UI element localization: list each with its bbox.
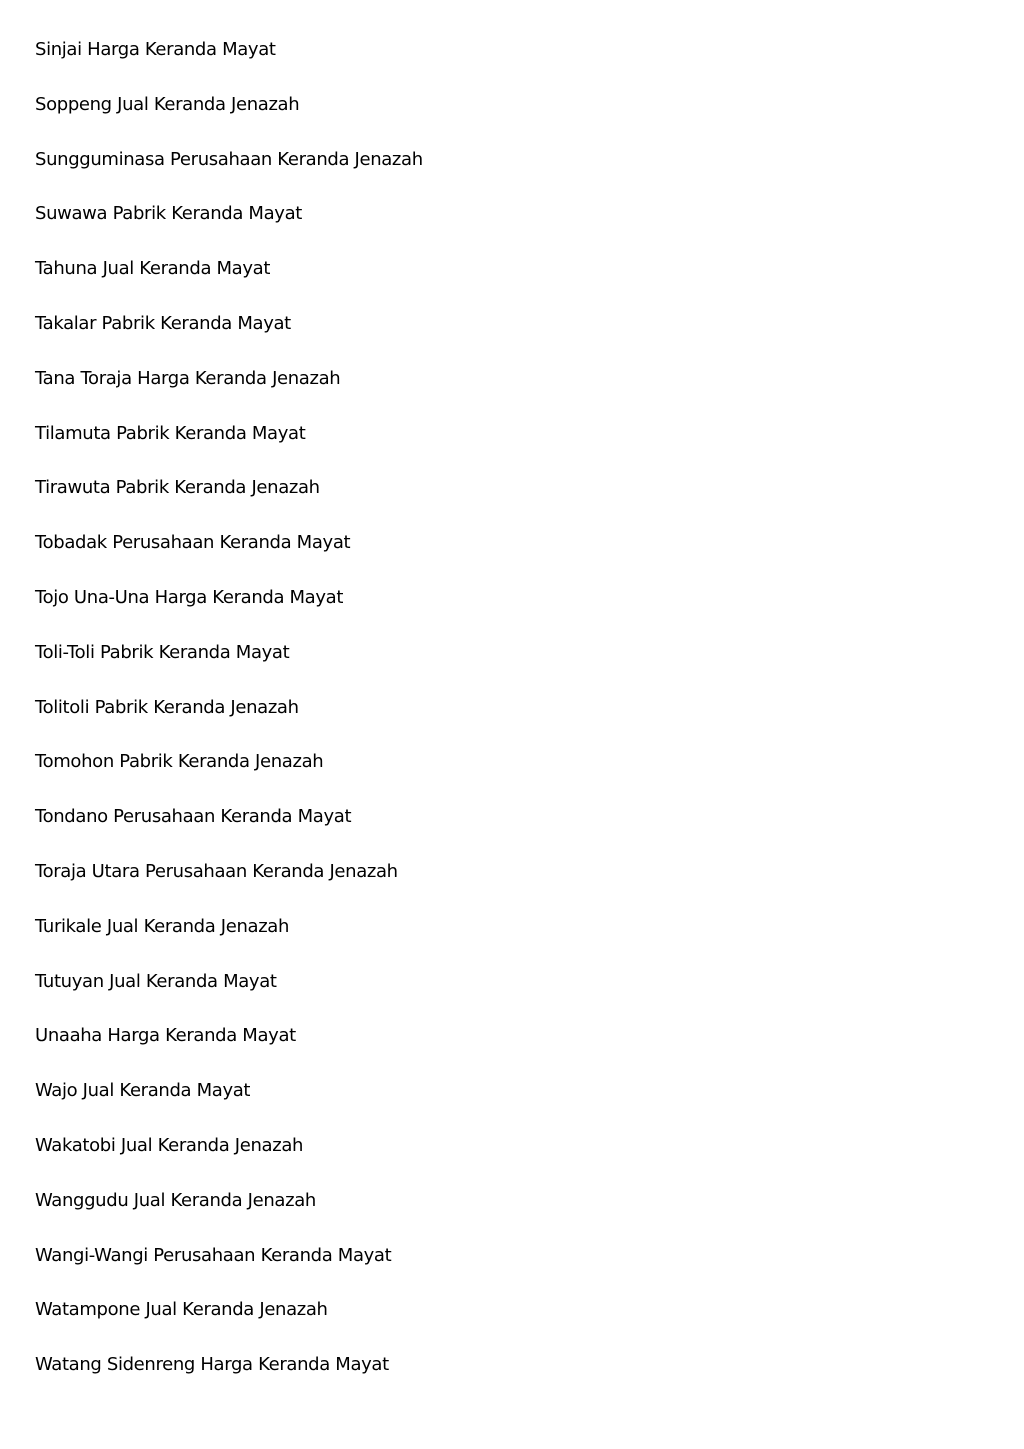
location-list bbox=[35, 36, 423, 1406]
list-item: Tobadak Perusahaan Keranda Mayat bbox=[35, 532, 351, 554]
list-item: Tutuyan Jual Keranda Mayat bbox=[35, 970, 277, 992]
list-item: Toraja Utara Perusahaan Keranda Jenazah bbox=[35, 860, 398, 882]
list-item: Tilamuta Pabrik Keranda Mayat bbox=[35, 422, 306, 444]
list-item: Wanggudu Jual Keranda Jenazah bbox=[35, 1189, 316, 1211]
list-item: Tana Toraja Harga Keranda Jenazah bbox=[35, 367, 341, 389]
list-item: Wakatobi Jual Keranda Jenazah bbox=[35, 1134, 304, 1156]
list-item: Tolitoli Pabrik Keranda Jenazah bbox=[35, 696, 299, 718]
list-item: Sungguminasa Perusahaan Keranda Jenazah bbox=[35, 148, 423, 170]
list-item: Tomohon Pabrik Keranda Jenazah bbox=[35, 751, 324, 773]
list-item: Watampone Jual Keranda Jenazah bbox=[35, 1299, 328, 1321]
list-item: Wangi-Wangi Perusahaan Keranda Mayat bbox=[35, 1244, 392, 1266]
list-item: Tondano Perusahaan Keranda Mayat bbox=[35, 806, 352, 828]
list-item: Tirawuta Pabrik Keranda Jenazah bbox=[35, 477, 320, 499]
list-item: Wajo Jual Keranda Mayat bbox=[35, 1080, 251, 1102]
list-item: Turikale Jual Keranda Jenazah bbox=[35, 915, 290, 937]
list-item: Suwawa Pabrik Keranda Mayat bbox=[35, 203, 302, 225]
list-item: Tojo Una-Una Harga Keranda Mayat bbox=[35, 586, 344, 608]
list-item: Tahuna Jual Keranda Mayat bbox=[35, 258, 271, 280]
list-item: Watang Sidenreng Harga Keranda Mayat bbox=[35, 1354, 389, 1376]
list-item: Sinjai Harga Keranda Mayat bbox=[35, 39, 276, 60]
list-item: Soppeng Jual Keranda Jenazah bbox=[35, 93, 300, 115]
list-item: Unaaha Harga Keranda Mayat bbox=[35, 1025, 296, 1047]
list-item: Takalar Pabrik Keranda Mayat bbox=[35, 312, 291, 334]
list-item: Toli-Toli Pabrik Keranda Mayat bbox=[35, 641, 290, 663]
